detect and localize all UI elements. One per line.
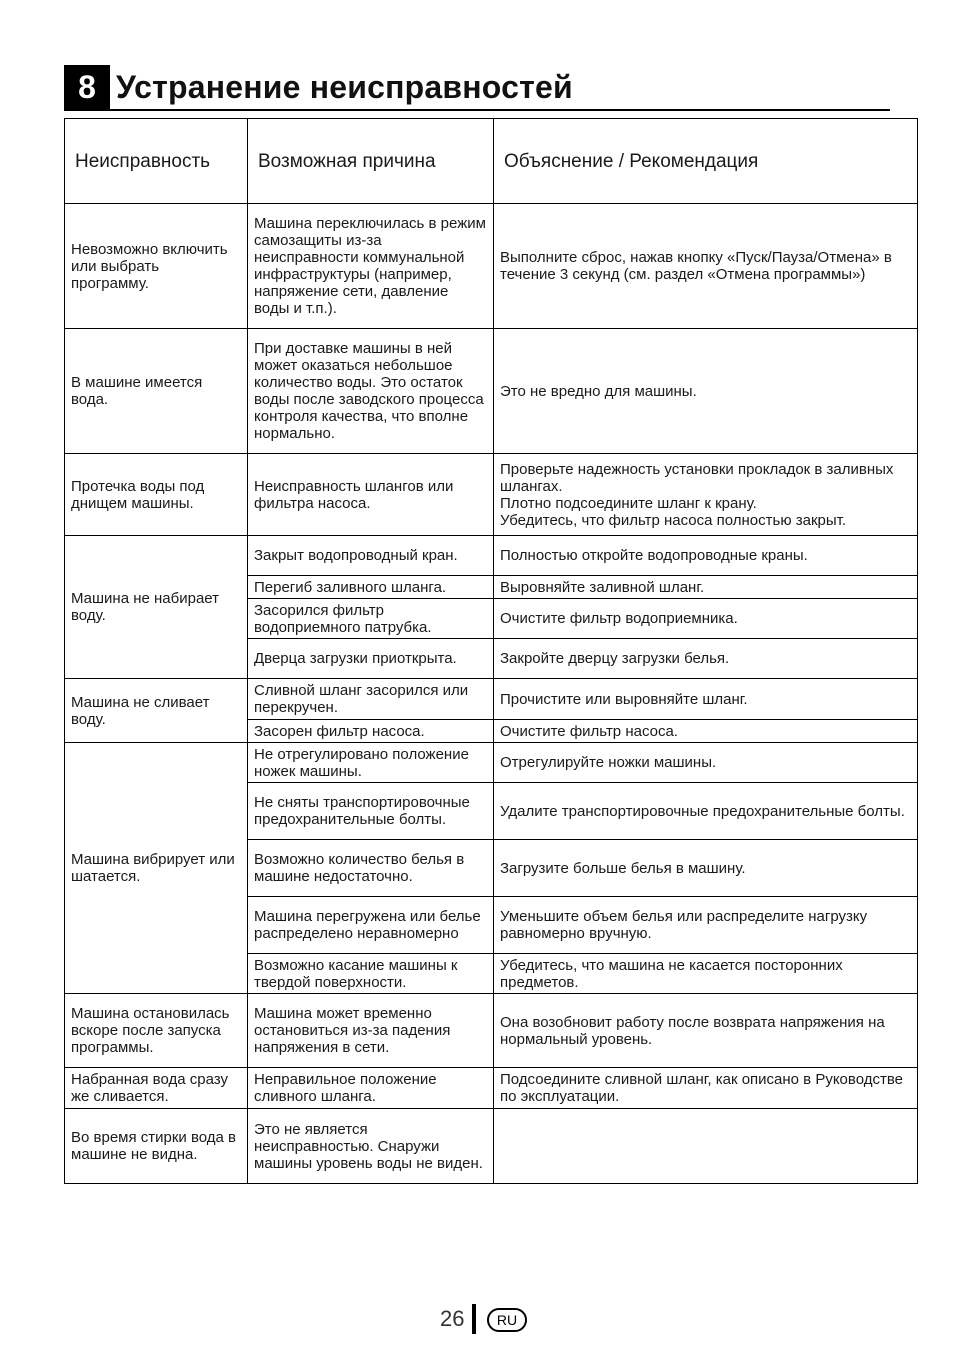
cause-cell: Неисправность шлангов или фильтра насоса.	[248, 454, 494, 536]
cause-cell: Дверца загрузки приоткрыта.	[248, 639, 494, 679]
table-row	[65, 454, 918, 536]
advice-cell: Уменьшите объем белья или распределите нагрузку равномерно вручную.	[494, 897, 918, 954]
fault-cell: Протечка воды под днищем машины.	[65, 454, 248, 536]
cause-cell: Машина может временно остановиться из-за падения напряжения в сети.	[248, 994, 494, 1068]
section-title: Устранение неисправностей	[116, 69, 573, 105]
table-body	[65, 204, 918, 1184]
cause-cell: Возможно касание машины к твердой поверхности.	[248, 954, 494, 994]
cause-cell: Возможно количество белья в машине недостаточно.	[248, 840, 494, 897]
advice-cell: Выполните сброс, нажав кнопку «Пуск/Пауза/Отмена» в течение 3 секунд (см. раздел «Отмена программы»)	[494, 204, 918, 329]
cause-cell: Закрыт водопроводный кран.	[248, 536, 494, 576]
fault-cell: Машина вибрирует или шатается.	[65, 743, 248, 994]
table-row	[65, 204, 918, 329]
fault-cell: Машина не набирает воду.	[65, 536, 248, 679]
cause-cell: Машина перегружена или белье распределено неравномерно	[248, 897, 494, 954]
header-fault: Неисправность	[65, 119, 248, 204]
cause-cell: Машина переключилась в режим самозащиты из-за неисправности коммунальной инфраструктуры (например, напряжение сети, давление воды и т.п.).	[248, 204, 494, 329]
advice-cell: Убедитесь, что машина не касается посторонних предметов.	[494, 954, 918, 994]
advice-cell: Очистите фильтр водоприемника.	[494, 599, 918, 639]
cause-cell: Неправильное положение сливного шланга.	[248, 1068, 494, 1109]
advice-cell: Прочистите или выровняйте шланг.	[494, 679, 918, 720]
fault-cell: Во время стирки вода в машине не видна.	[65, 1109, 248, 1184]
footer-divider	[472, 1304, 476, 1334]
cause-cell: Не отрегулировано положение ножек машины.	[248, 743, 494, 783]
fault-cell: Невозможно включить или выбрать программу.	[65, 204, 248, 329]
header-advice: Объяснение / Рекомендация	[494, 119, 918, 204]
language-badge: RU	[487, 1308, 527, 1332]
fault-cell: Машина остановилась вскоре после запуска программы.	[65, 994, 248, 1068]
table-header-row	[65, 119, 918, 204]
fault-cell: В машине имеется вода.	[65, 329, 248, 454]
advice-cell: Выровняйте заливной шланг.	[494, 576, 918, 599]
advice-cell	[494, 1109, 918, 1184]
table-row	[65, 1068, 918, 1109]
table-row	[65, 536, 918, 576]
advice-cell: Отрегулируйте ножки машины.	[494, 743, 918, 783]
advice-cell: Подсоедините сливной шланг, как описано в Руководстве по эксплуатации.	[494, 1068, 918, 1109]
section-number: 8	[64, 65, 110, 109]
cause-cell: Засорен фильтр насоса.	[248, 720, 494, 743]
cause-cell: Это не является неисправностью. Снаружи машины уровень воды не виден.	[248, 1109, 494, 1184]
cause-cell: Не сняты транспортировочные предохранительные болты.	[248, 783, 494, 840]
cause-cell: Засорился фильтр водоприемного патрубка.	[248, 599, 494, 639]
troubleshooting-table	[64, 118, 918, 1184]
table-row	[65, 743, 918, 783]
advice-cell: Проверьте надежность установки прокладок в заливных шлангах. Плотно подсоедините шланг к крану. Убедитесь, что фильтр насоса полностью закрыт.	[494, 454, 918, 536]
header-cause: Возможная причина	[248, 119, 494, 204]
advice-cell: Полностью откройте водопроводные краны.	[494, 536, 918, 576]
cause-cell: При доставке машины в ней может оказаться небольшое количество воды. Это остаток воды после заводского процесса контроля качества, что вполне нормально.	[248, 329, 494, 454]
advice-cell: Очистите фильтр насоса.	[494, 720, 918, 743]
table-row	[65, 679, 918, 720]
table-row	[65, 329, 918, 454]
advice-cell: Удалите транспортировочные предохранительные болты.	[494, 783, 918, 840]
advice-cell: Загрузите больше белья в машину.	[494, 840, 918, 897]
fault-cell: Машина не сливает воду.	[65, 679, 248, 743]
advice-cell: Она возобновит работу после возврата напряжения на нормальный уровень.	[494, 994, 918, 1068]
cause-cell: Перегиб заливного шланга.	[248, 576, 494, 599]
cause-cell: Сливной шланг засорился или перекручен.	[248, 679, 494, 720]
table-row	[65, 1109, 918, 1184]
section-heading	[64, 65, 890, 111]
advice-cell: Закройте дверцу загрузки белья.	[494, 639, 918, 679]
advice-cell: Это не вредно для машины.	[494, 329, 918, 454]
table-row	[65, 994, 918, 1068]
page-number: 26	[440, 1306, 465, 1331]
fault-cell: Набранная вода сразу же сливается.	[65, 1068, 248, 1109]
